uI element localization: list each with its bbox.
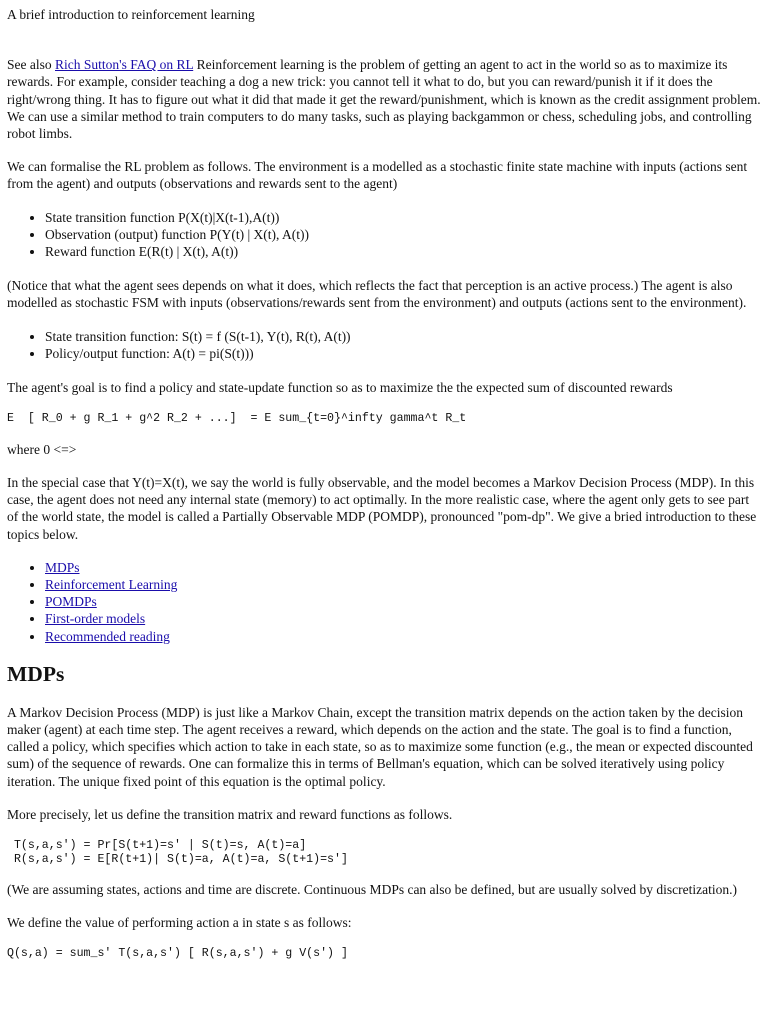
document xyxy=(7,6,763,976)
list-item: • Policy/output function: A(t) = pi(S(t))) xyxy=(45,345,763,362)
sutton-faq-link[interactable]: Rich Sutton's FAQ on RL xyxy=(55,57,194,73)
toc-item xyxy=(45,628,763,645)
intro-text: Reinforcement learning is the problem of getting an agent to act in the world so as to maximize its rewards. For example, consider teaching a dog a new trick: you cannot tell it what to do, but you can reward/punish it if it does the right/wrong thing. It has to figure out what it did that made it get the reward/punishment, which is known as the credit assignment problem. We can use a similar method to train computers to do many tasks, such as playing backgammon or chess, scheduling jobs, and controlling robot limbs. xyxy=(7,57,761,142)
environment-function-list xyxy=(7,209,763,261)
toc-link-mdps[interactable]: MDPs xyxy=(45,559,80,575)
page-title: A brief introduction to reinforcement learning xyxy=(7,7,255,22)
goal-formula: E [ R_0 + g R_1 + g^2 R_2 + ...] = E sum_{t=0}^infty gamma^t R_t xyxy=(7,412,467,426)
mdps-heading: MDPs xyxy=(7,661,65,686)
value-definition-paragraph: We define the value of performing action a in state s as follows: xyxy=(7,915,352,931)
formalise-paragraph: We can formalise the RL problem as follows. The environment is a modelled as a stochastic finite state machine with inputs (actions sent from the agent) and outputs (observations and rewards sent to the agent) xyxy=(7,159,748,192)
intro-paragraph xyxy=(7,56,763,142)
q-function-code: Q(s,a) = sum_s' T(s,a,s') [ R(s,a,s') + g V(s') ] xyxy=(7,947,348,961)
list-item: • State transition function P(X(t)|X(t-1),A(t)) xyxy=(45,209,763,226)
see-also-text: See also xyxy=(7,57,55,73)
list-item: • State transition function: S(t) = f (S(t-1), Y(t), R(t), A(t)) xyxy=(45,328,763,345)
toc-item xyxy=(45,610,763,627)
toc-link-reinforcement-learning[interactable]: Reinforcement Learning xyxy=(45,576,178,592)
assuming-paragraph: (We are assuming states, actions and time are discrete. Continuous MDPs can also be defined, but are usually solved by discretization.) xyxy=(7,882,737,897)
where-text: where 0 <=> xyxy=(7,441,77,457)
agent-function-list xyxy=(7,328,763,362)
toc-link-recommended-reading[interactable]: Recommended reading xyxy=(45,628,170,644)
list-item: • Observation (output) function P(Y(t) | X(t), A(t)) xyxy=(45,226,763,243)
toc-link-first-order-models[interactable]: First-order models xyxy=(45,611,146,627)
goal-paragraph: The agent's goal is to find a policy and state-update function so as to maximize the the expected sum of discounted rewards xyxy=(7,380,673,396)
list-item: • Reward function E(R(t) | X(t), A(t)) xyxy=(45,243,763,260)
toc-link-pomdps[interactable]: POMDPs xyxy=(45,594,97,610)
toc-item xyxy=(45,593,763,610)
mdp-intro-paragraph: A Markov Decision Process (MDP) is just like a Markov Chain, except the transition matrix depends on the action taken by the decision maker (agent) at each time step. The agent receives a reward, which depends on the action and the state. The goal is to find a function, called a policy, which specifies which action to take in each state, so as to maximize some function (e.g., the mean or expected discounted sum) of the sequence of rewards. One can formalize this in terms of Bellman's equation, which can be solved iteratively using policy iteration. The unique fixed point of this equation is the optimal policy. xyxy=(7,704,753,789)
notice-paragraph: (Notice that what the agent sees depends on what it does, which reflects the fact that perception is an active process.) The agent is also modelled as stochastic FSM with inputs (observations/rewards sent from the environment) and outputs (actions sent to the environment). xyxy=(7,278,747,311)
transition-code: T(s,a,s') = Pr[S(t+1)=s' | S(t)=s, A(t)=a] R(s,a,s') = E[R(t+1)| S(t)=a, A(t)=a, S(t+1)=s'] xyxy=(13,839,348,866)
special-case-paragraph: In the special case that Y(t)=X(t), we say the world is fully observable, and the model becomes a Markov Decision Process (MDP). In this case, the agent does not need any internal state (memory) to act optimally. In the more realistic case, where the agent only gets to see part of the world state, the model is called a Partially Observable MDP (POMDP), pronounced "pom-dp". We give a bried introduction to these topics below. xyxy=(7,474,757,542)
toc-item xyxy=(45,576,763,593)
toc-item xyxy=(45,559,763,576)
more-precisely-paragraph: More precisely, let us define the transition matrix and reward functions as follows. xyxy=(7,806,453,822)
table-of-contents xyxy=(7,559,763,645)
